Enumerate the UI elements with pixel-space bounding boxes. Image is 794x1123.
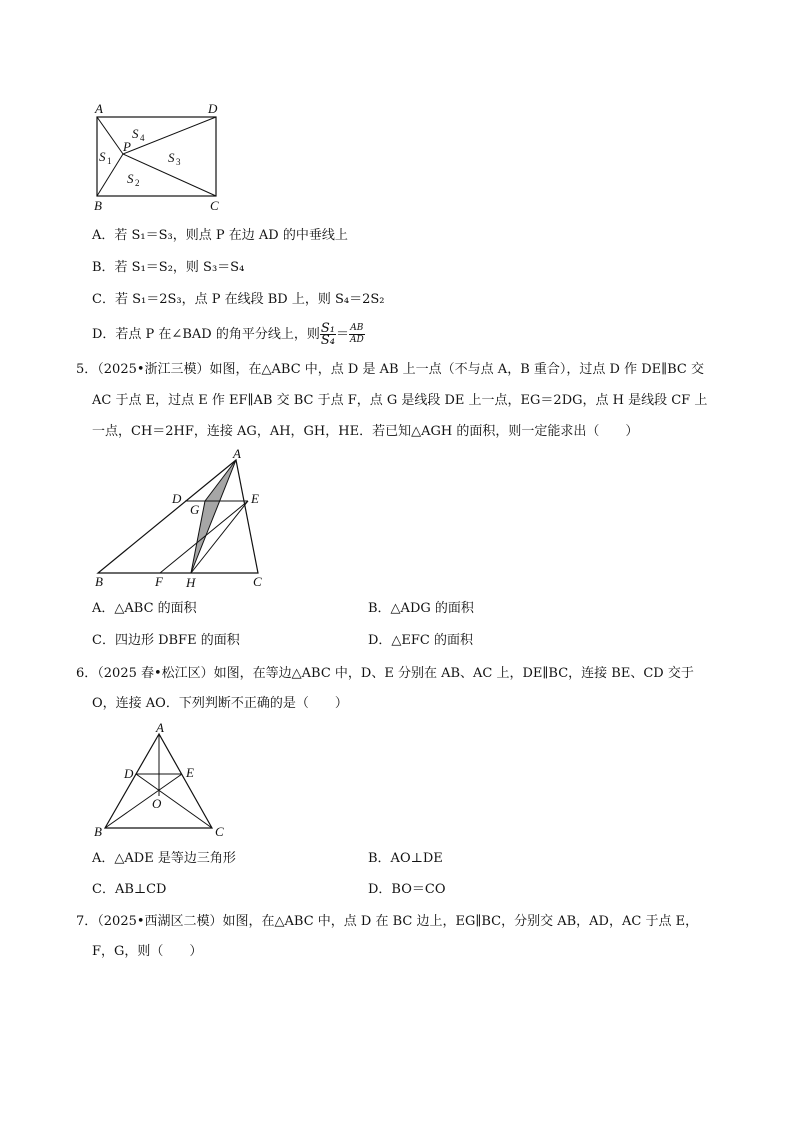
- segment-cd: [136, 774, 212, 828]
- rectangle-abcd: [97, 117, 216, 196]
- q4-option-d-text: D．若点 P 在∠BAD 的角平分线上，则: [92, 327, 320, 342]
- q6-label-o: O: [152, 796, 162, 811]
- q5-option-a: A．△ABC 的面积: [92, 601, 197, 616]
- q4-option-d-equals: ＝: [335, 327, 349, 342]
- q4-label-b: B: [94, 198, 102, 212]
- q6-option-a: A．△ADE 是等边三角形: [92, 851, 236, 866]
- q6-label-d: D: [124, 766, 134, 781]
- q5-option-b: B．△ADG 的面积: [368, 601, 474, 616]
- q4-figure: [88, 100, 228, 212]
- q4-option-d: [92, 323, 365, 346]
- q5-label-h: H: [186, 575, 196, 590]
- q6-label-a: A: [156, 720, 164, 735]
- q6-stem-line-2: O，连接 AO．下列判断不正确的是（ ）: [92, 696, 348, 711]
- q5-option-d: D．△EFC 的面积: [368, 633, 474, 648]
- fraction-numerator: AB: [350, 323, 364, 333]
- q4-label-s3: S: [168, 150, 175, 165]
- q5-label-e: E: [251, 491, 259, 506]
- q5-figure-svg: [88, 448, 278, 590]
- q4-option-d-fraction-2: [349, 323, 365, 346]
- triangle-abc: [98, 460, 258, 573]
- q4-label-p: P: [123, 139, 131, 154]
- q5-label-b: B: [95, 574, 103, 589]
- q5-label-f: F: [155, 574, 163, 589]
- fraction-denominator: S₄: [320, 333, 335, 348]
- q6-label-b: B: [94, 824, 102, 839]
- q5-label-d: D: [172, 491, 182, 506]
- q4-label-a: A: [95, 101, 103, 116]
- q4-label-s2-sub: 2: [135, 178, 140, 188]
- q6-stem-line-1: 6．（2025 春•松江区）如图，在等边△ABC 中，D、E 分别在 AB、AC 上，DE∥BC，连接 BE、CD 交于: [76, 666, 694, 681]
- fraction-denominator: AD: [349, 335, 364, 345]
- q6-label-e: E: [186, 765, 194, 780]
- q4-label-s4-sub: 4: [140, 133, 145, 143]
- q5-label-a: A: [233, 448, 241, 461]
- q5-stem-line-1: 5．（2025•浙江三模）如图，在△ABC 中，点 D 是 AB 上一点（不与点 A，B 重合），过点 D 作 DE∥BC 交: [76, 362, 704, 377]
- q4-option-a: A．若 S₁＝S₃，则点 P 在边 AD 的中垂线上: [92, 228, 348, 243]
- q5-label-c: C: [253, 574, 262, 589]
- q6-option-c: C．AB⊥CD: [92, 882, 167, 897]
- q6-figure: [88, 720, 238, 842]
- q4-label-s3-sub: 3: [176, 157, 181, 167]
- q4-label-s1: S: [99, 149, 106, 164]
- q5-option-c: C．四边形 DBFE 的面积: [92, 633, 240, 648]
- q7-stem-line-2: F，G，则（ ）: [92, 944, 203, 959]
- fraction-numerator: S₁: [320, 321, 335, 336]
- q7-stem-line-1: 7．（2025•西湖区二模）如图，在△ABC 中，点 D 在 BC 边上，EG∥BC，分别交 AB，AD，AC 于点 E，: [76, 914, 699, 929]
- q6-label-c: C: [215, 824, 224, 839]
- q5-stem-line-3: 一点，CH＝2HF，连接 AG，AH，GH，HE．若已知△AGH 的面积，则一定能求出（ ）: [92, 424, 639, 439]
- q6-option-b: B．AO⊥DE: [368, 851, 443, 866]
- q4-label-c: C: [210, 198, 219, 212]
- q5-figure: [88, 448, 278, 590]
- q4-option-c: C．若 S₁＝2S₃，点 P 在线段 BD 上，则 S₄＝2S₂: [92, 292, 385, 307]
- q6-option-d: D．BO＝CO: [368, 882, 446, 897]
- q4-label-d: D: [208, 101, 218, 116]
- q4-figure-svg: [88, 100, 228, 212]
- q4-label-s1-sub: 1: [107, 156, 112, 166]
- q6-figure-svg: [88, 720, 238, 842]
- q4-label-s2: S: [127, 171, 134, 186]
- q4-option-b: B．若 S₁＝S₂，则 S₃＝S₄: [92, 260, 245, 275]
- segment-be: [105, 774, 182, 828]
- q5-label-g: G: [190, 502, 200, 517]
- q4-option-d-fraction-1: [320, 323, 336, 346]
- q4-label-s4: S: [132, 126, 139, 141]
- q5-stem-line-2: AC 于点 E，过点 E 作 EF∥AB 交 BC 于点 F，点 G 是线段 DE 上一点，EG＝2DG，点 H 是线段 CF 上: [92, 393, 708, 408]
